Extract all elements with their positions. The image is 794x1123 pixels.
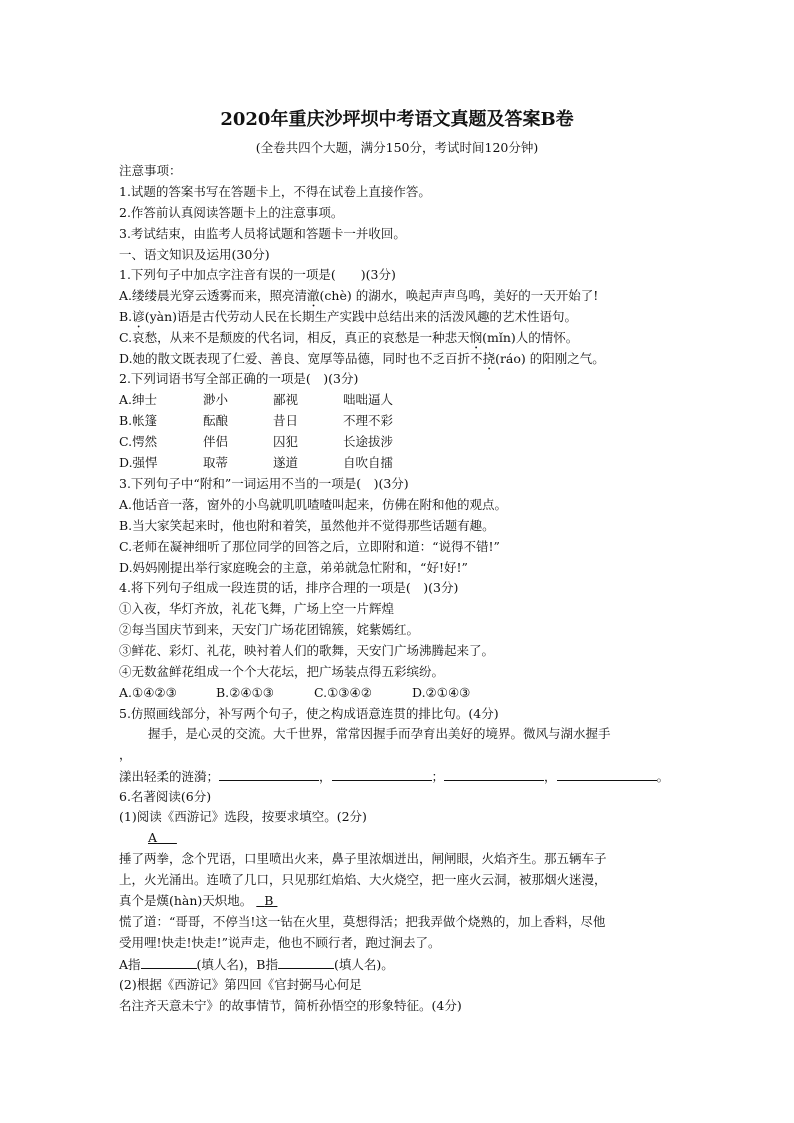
word-cell: A.绅士 bbox=[119, 392, 158, 407]
sub-question: (1)阅读《西游记》选段，按要求填空。(2分) bbox=[119, 809, 367, 824]
word-cell: 咄咄逼人 bbox=[343, 392, 394, 407]
word-cell: 自吹自擂 bbox=[343, 455, 394, 470]
word-cell: 长途拔涉 bbox=[343, 434, 394, 449]
fill-text: A指 bbox=[119, 957, 141, 972]
question-option: A.他话音一落，窗外的小鸟就叽叽喳喳叫起来，仿佛在附和他的观点。 bbox=[119, 497, 508, 512]
fill-line bbox=[119, 955, 394, 974]
dotted-char: 悯 bbox=[469, 330, 483, 345]
note-item: 2.作答前认真阅读答题卡上的注意事项。 bbox=[119, 205, 344, 220]
passage-text: 漾出轻柔的涟漪； bbox=[119, 769, 220, 784]
question-stem: 4.将下列句子组成一段连贯的话，排序合理的一项是( )(3分) bbox=[119, 580, 459, 595]
option-text: B. bbox=[119, 309, 133, 324]
punctuation: 。 bbox=[656, 769, 670, 784]
passage-line: 受用哩!快走!快走!”说声走，他也不顾行者，跑过涧去了。 bbox=[119, 935, 441, 950]
label-a-underline bbox=[157, 830, 177, 845]
answer-blank[interactable] bbox=[444, 767, 544, 781]
passage-line: 慌了道：“哥哥，不停当!这一钻在火里，莫想得活；把我弄做个烧熟的，加上香料，尽他 bbox=[119, 914, 606, 929]
option-text: (chè) 的湖水，唤起声声鸟鸣，美好的一天开始了! bbox=[319, 288, 599, 303]
word-cell: 囚犯 bbox=[273, 434, 299, 449]
page-title: 2020年重庆沙坪坝中考语文真题及答案B卷 bbox=[220, 109, 574, 130]
question-stem: 6.名著阅读(6分) bbox=[119, 789, 212, 804]
punctuation: ， bbox=[319, 769, 332, 784]
answer-blank[interactable] bbox=[219, 767, 319, 781]
question-stem: 1.下列句子中加点字注音有误的一项是( )(3分) bbox=[119, 267, 396, 282]
word-cell: 取蒂 bbox=[203, 455, 229, 470]
word-cell: 渺小 bbox=[203, 392, 229, 407]
note-item: 1.试题的答案书写在答题卡上，不得在试卷上直接作答。 bbox=[119, 184, 431, 199]
option-text: C.哀愁，从来不是颓废的代名词，相反，真正的哀愁是一种悲天 bbox=[119, 330, 470, 345]
order-option: C.①③④② bbox=[314, 685, 372, 700]
fill-text: (填人名)。 bbox=[333, 957, 394, 972]
section-heading: 一、语文知识及运用(30分) bbox=[119, 247, 270, 262]
dotted-char: 澈 bbox=[307, 288, 320, 303]
answer-blank[interactable] bbox=[332, 767, 432, 781]
word-cell: 酝酿 bbox=[203, 413, 229, 428]
option-text: (yàn)语是古代劳动人民在长期生产实践中总结出来的活泼风趣的艺术性语句。 bbox=[144, 309, 578, 324]
label-b-text: B bbox=[264, 893, 274, 908]
sentence-item: ③鲜花、彩灯、礼花，映衬着人们的歌舞，天安门广场沸腾起来了。 bbox=[119, 643, 495, 658]
passage-line: ， bbox=[119, 747, 132, 762]
punctuation: ， bbox=[544, 769, 557, 784]
question-option: D.妈妈刚提出举行家庭晚会的主意，弟弟就急忙附和，“好!好!” bbox=[119, 560, 468, 575]
sub-question: 名注齐天意未宁》的故事情节，简析孙悟空的形象特征。(4分) bbox=[119, 998, 462, 1013]
word-cell: 不理不彩 bbox=[343, 413, 394, 428]
answer-blank[interactable] bbox=[141, 955, 197, 969]
word-cell: B.帐篷 bbox=[119, 413, 158, 428]
question-option: B.当大家笑起来时，他也附和着笑，虽然他并不觉得那些话题有趣。 bbox=[119, 518, 495, 533]
option-text: (mǐn)人的情怀。 bbox=[482, 330, 579, 345]
sentence-item: ①入夜，华灯齐放，礼花飞舞，广场上空一片辉煌 bbox=[119, 601, 395, 616]
order-option: D.②①④③ bbox=[412, 685, 471, 700]
option-text: (ráo) 的阳刚之气。 bbox=[495, 351, 605, 366]
dotted-char: 谚 bbox=[132, 309, 145, 324]
passage-text: 真个是熯(hàn)天炽地。 bbox=[119, 893, 253, 908]
word-cell: 昔日 bbox=[273, 413, 299, 428]
option-text: D.她的散文既表现了仁爱、善良、宽厚等品德，同时也不乏百折不 bbox=[119, 351, 483, 366]
word-cell: 伴侣 bbox=[203, 434, 229, 449]
passage-line: 握手，是心灵的交流。大千世界，常常因握手而孕育出美好的境界。微风与湖水握手 bbox=[148, 726, 611, 741]
word-cell: C.愕然 bbox=[119, 434, 158, 449]
question-stem: 5.仿照画线部分，补写两个句子，使之构成语意连贯的排比句。(4分) bbox=[119, 706, 499, 721]
word-cell: 鄙视 bbox=[273, 392, 299, 407]
option-text: A.缕缕晨光穿云透雾而来，照亮清 bbox=[119, 288, 308, 303]
sentence-item: ④无数盆鲜花组成一个个大花坛，把广场装点得五彩缤纷。 bbox=[119, 664, 445, 679]
note-item: 3.考试结束，由监考人员将试题和答题卡一并收回。 bbox=[119, 226, 406, 241]
punctuation: ； bbox=[431, 769, 445, 784]
question-option bbox=[119, 287, 598, 310]
word-cell: D.强悍 bbox=[119, 455, 158, 470]
question-stem: 3.下列句子中“附和”一词运用不当的一项是( )(3分) bbox=[119, 476, 409, 491]
label-a-text: A bbox=[148, 830, 158, 845]
answer-line bbox=[119, 767, 669, 786]
order-option: A.①④②③ bbox=[119, 685, 177, 700]
answer-blank[interactable] bbox=[278, 955, 334, 969]
page-subtitle: (全卷共四个大题，满分150分，考试时间120分钟) bbox=[255, 140, 539, 155]
notes-heading: 注意事项： bbox=[119, 163, 182, 178]
word-cell: 遂道 bbox=[273, 455, 299, 470]
dotted-char: 挠 bbox=[482, 351, 496, 366]
order-option: B.②④①③ bbox=[216, 685, 274, 700]
question-option bbox=[119, 308, 577, 331]
sub-question: (2)根据《西游记》第四回《官封弼马心何足 bbox=[119, 977, 362, 992]
question-stem: 2.下列词语书写全部正确的一项是( )(3分) bbox=[119, 371, 359, 386]
question-option: C.老师在凝神细听了那位同学的回答之后，立即附和道：“说得不错!” bbox=[119, 539, 500, 554]
passage-line: 上，火光涌出。连喷了几口，只见那红焰焰、大火烧空，把一座火云洞，被那烟火迷漫， bbox=[119, 872, 607, 887]
label-a bbox=[148, 829, 177, 847]
answer-blank[interactable] bbox=[557, 767, 657, 781]
question-option bbox=[119, 329, 578, 352]
sentence-item: ②每当国庆节到来，天安门广场花团锦簇，姹紫嫣红。 bbox=[119, 622, 420, 637]
label-b bbox=[256, 893, 277, 908]
passage-line: 捶了两拳，念个咒语，口里喷出火来，鼻子里浓烟迸出，闸闸眼，火焰齐生。那五辆车子 bbox=[119, 851, 607, 866]
fill-text: (填人名)，B指 bbox=[196, 957, 278, 972]
passage-line bbox=[119, 892, 277, 910]
